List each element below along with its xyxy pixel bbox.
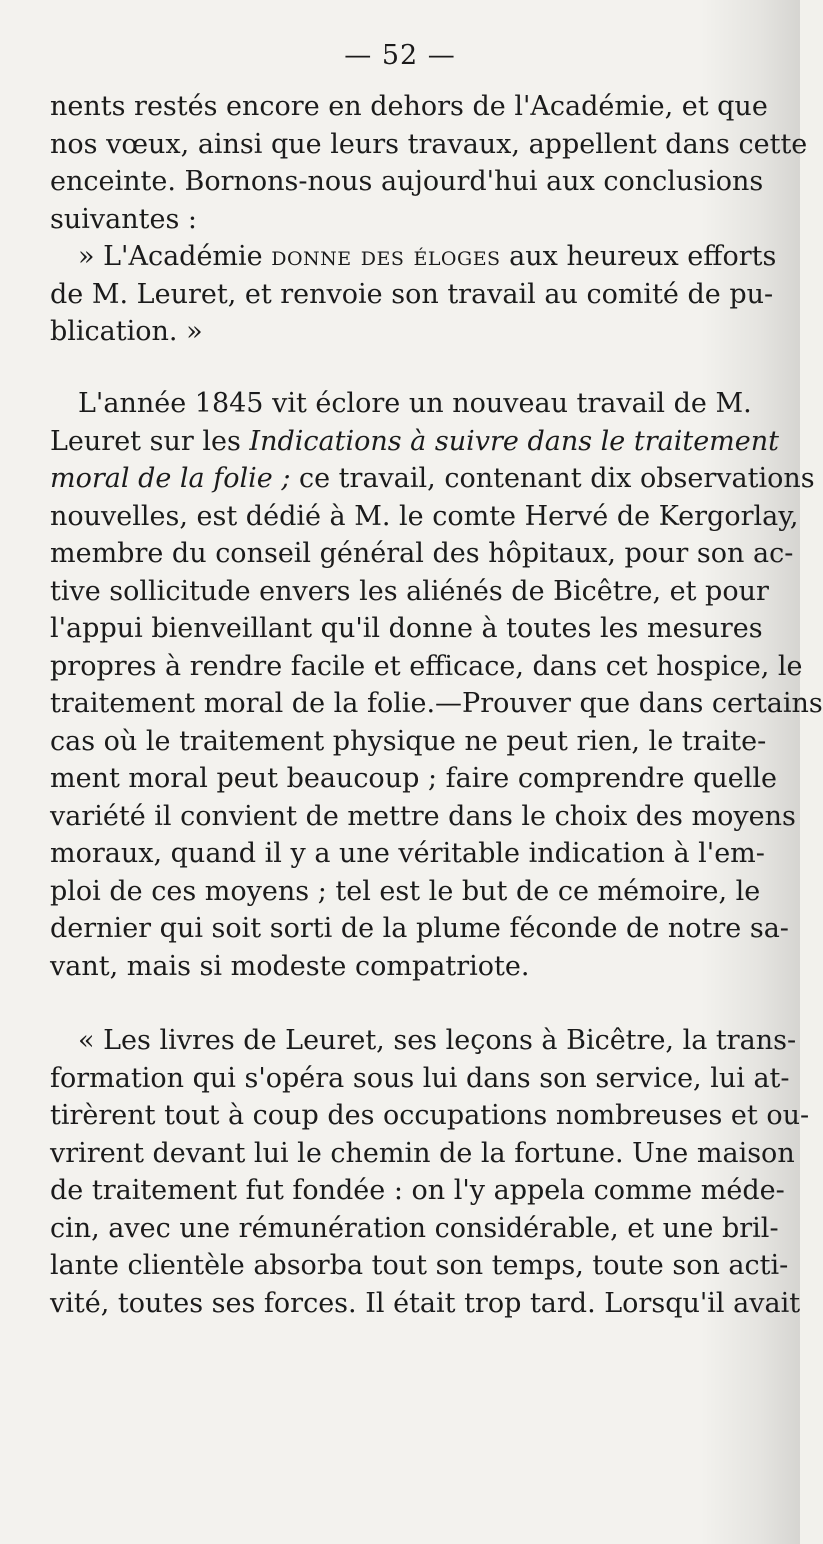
page-number: — 52 — [344,40,456,71]
text-line: de M. Leuret, et renvoie son travail au comité de pu- [50,278,774,310]
text-span: aux heureux efforts [500,241,777,272]
text-line: membre du conseil général des hôpitaux, pour son ac- [50,538,794,569]
text-block-middle [50,385,823,985]
text-span: ce travail, contenant dix observations [290,463,815,494]
italic-title-span: Indications à suivre dans le traitement [249,425,779,457]
italic-title-span: moral de la folie ; [50,463,291,494]
text-line: vrirent devant lui le chemin de la fortune. Une maison [50,1137,795,1169]
text-span: Leuret sur les [50,425,250,457]
text-line: enceinte. Bornons-nous aujourd'hui aux conclusions [50,166,764,197]
text-line: tive sollicitude envers les aliénés de Bicêtre, et pour [50,575,769,607]
text-line: l'appui bienveillant qu'il donne à toutes les mesures [50,613,763,644]
text-line: de traitement fut fondée : on l'y appela comme méde- [50,1175,785,1206]
text-block-bottom [50,1022,810,1322]
text-line: moraux, quand il y a une véritable indication à l'em- [50,838,765,869]
text-line: cin, avec une rémunération considérable, et une bril- [50,1212,779,1244]
text-line: ment moral peut beaucoup ; faire comprendre quelle [50,763,778,794]
text-line: lante clientèle absorba tout son temps, toute son acti- [50,1250,789,1281]
text-line: traitement moral de la folie.—Prouver que dans certains [50,688,823,719]
text-line: L'année 1845 vit éclore un nouveau travail de M. [78,388,752,419]
text-line: ploi de ces moyens ; tel est le but de ce mémoire, le [50,875,761,907]
text-line: « Les livres de Leuret, ses leçons à Bicêtre, la trans- [78,1025,797,1056]
text-line [50,460,815,498]
text-line: formation qui s'opéra sous lui dans son service, lui at- [50,1062,790,1094]
small-caps-span: donne des éloges [271,241,501,272]
text-line: nents restés encore en dehors de l'Académie, et que [50,91,768,122]
text-line: propres à rendre facile et efficace, dans cet hospice, le [50,650,803,682]
text-line [50,238,777,276]
text-line: tirèrent tout à coup des occupations nombreuses et ou- [50,1100,810,1131]
text-line: variété il convient de mettre dans le choix des moyens [50,800,796,832]
text-line: suivantes : [50,203,197,235]
text-line: nouvelles, est dédié à M. le comte Hervé de Kergorlay, [50,500,799,532]
text-line: nos vœux, ainsi que leurs travaux, appellent dans cette [50,128,808,160]
text-block-top [50,88,808,351]
text-line: dernier qui soit sorti de la plume féconde de notre sa- [50,913,789,944]
text-line: blication. » [50,316,203,347]
text-line: vant, mais si modeste compatriote. [50,950,530,982]
text-line: cas où le traitement physique ne peut rien, le traite- [50,725,767,757]
text-span: » L'Académie [78,241,272,272]
text-line: vité, toutes ses forces. Il était trop tard. Lorsqu'il avait [50,1287,801,1319]
text-line [50,423,779,461]
